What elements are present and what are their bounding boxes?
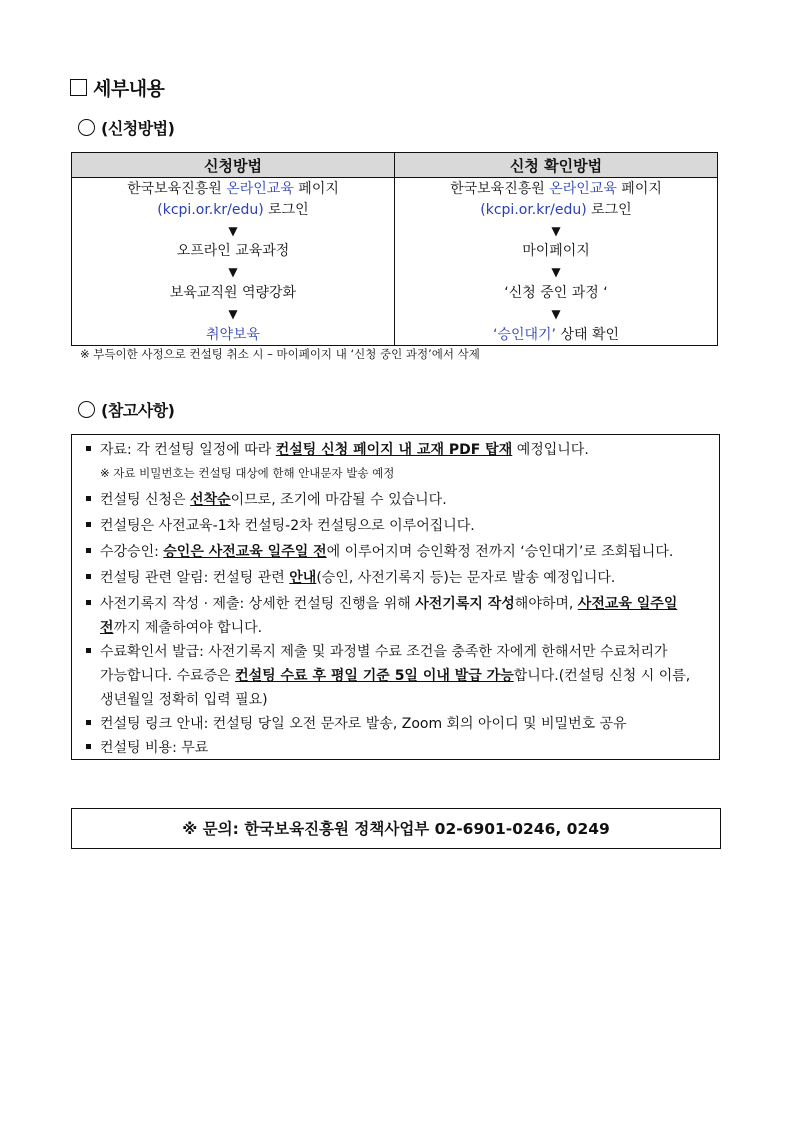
step-vulnerable-care: 취약보육 (205, 326, 261, 343)
bullet-icon (86, 446, 91, 451)
circle-bullet-icon (78, 119, 95, 136)
header-check-method: 신청 확인방법 (395, 153, 718, 178)
bullet-icon (86, 574, 91, 579)
checkbox-square-icon (70, 79, 87, 96)
section-title: 세부내용 (70, 74, 164, 101)
step-mypage: 마이페이지 (522, 243, 590, 260)
ref-item-cost: 컨설팅 비용: 무료 (100, 740, 209, 756)
arrow-down-icon: ▼ (228, 223, 238, 238)
circle-bullet-icon (78, 401, 95, 418)
arrow-down-icon: ▼ (228, 265, 238, 280)
ref-item-first-come: 컨설팅 신청은 선착순이므로, 조기에 마감될 수 있습니다. (100, 492, 447, 508)
ref-item-schedule: 컨설팅은 사전교육-1차 컨설팅-2차 컨설팅으로 이루어집니다. (100, 518, 475, 534)
bullet-icon (86, 600, 91, 605)
cancellation-note: ※ 부득이한 사정으로 컨설팅 취소 시 – 마이페이지 내 ‘신청 중인 과정’에서 삭제 (80, 347, 480, 361)
step-offline-course: 오프라인 교육과정 (176, 243, 290, 260)
subsection-apply-title: (신청방법) (78, 116, 174, 139)
arrow-down-icon: ▼ (551, 265, 561, 280)
ref-item-certificate: 수료확인서 발급: 사전기록지 제출 및 과정별 수료 조건을 충족한 자에게 한해서만 수료처리가 (100, 644, 668, 660)
bullet-icon (86, 548, 91, 553)
header-apply-method: 신청방법 (72, 153, 395, 178)
application-method-table (71, 152, 718, 346)
contact-box: ※ 문의: 한국보육진흥원 정책사업부 02-6901-0246, 0249 (71, 808, 721, 849)
reference-box (71, 434, 720, 760)
step-login-url: (kcpi.or.kr/edu) 로그인 (157, 201, 309, 218)
online-edu-link[interactable]: 온라인교육 (226, 181, 294, 197)
ref-item-pre-record-cont: 전까지 제출하여야 합니다. (100, 620, 263, 636)
ref-item-link: 컨설팅 링크 안내: 컨설팅 당일 오전 문자로 발송, Zoom 회의 아이디 및 비밀번호 공유 (100, 716, 627, 732)
step-login-url: (kcpi.or.kr/edu) 로그인 (480, 201, 632, 218)
ref-item-certificate-cont: 가능합니다. 수료증은 컨설팅 수료 후 평일 기준 5일 이내 발급 가능합니다.(컨설팅 신청 시 이름, (100, 668, 691, 684)
arrow-down-icon: ▼ (551, 223, 561, 238)
step-login-page: 한국보육진흥원 온라인교육 페이지 (450, 181, 662, 197)
step-login-page: 한국보육진흥원 온라인교육 페이지 (127, 181, 339, 197)
ref-item-approval: 수강승인: 승인은 사전교육 일주일 전에 이루어지며 승인확정 전까지 ‘승인대기’로 조회됩니다. (100, 544, 674, 560)
bullet-icon (86, 522, 91, 527)
bullet-icon (86, 648, 91, 653)
ref-item-materials: 자료: 각 컨설팅 일정에 따라 컨설팅 신청 페이지 내 교재 PDF 탑재 예정입니다. (100, 442, 589, 458)
arrow-down-icon: ▼ (551, 306, 561, 321)
step-staff-capacity: 보육교직원 역량강화 (169, 284, 297, 301)
online-edu-link[interactable]: 온라인교육 (549, 181, 617, 197)
step-in-progress-course: ‘신청 중인 과정 ‘ (504, 284, 608, 301)
kcpi-url-link[interactable]: (kcpi.or.kr/edu) (480, 201, 587, 218)
bullet-icon (86, 720, 91, 725)
bullet-icon (86, 744, 91, 749)
bullet-icon (86, 496, 91, 501)
apply-steps-cell (72, 178, 395, 346)
check-steps-cell (395, 178, 718, 346)
ref-item-pre-record: 사전기록지 작성 · 제출: 상세한 컨설팅 진행을 위해 사전기록지 작성해야하며, 사전교육 일주일 (100, 596, 678, 612)
ref-item-notification: 컨설팅 관련 알림: 컨설팅 관련 안내(승인, 사전기록지 등)는 문자로 발송 예정입니다. (100, 570, 616, 586)
ref-item-certificate-cont2: 생년월일 정확히 입력 필요) (100, 692, 268, 708)
step-approval-status: ‘승인대기’ 상태 확인 (493, 326, 619, 343)
arrow-down-icon: ▼ (228, 306, 238, 321)
subsection-reference-title: (참고사항) (78, 398, 174, 421)
ref-subnote-password: ※ 자료 비밀번호는 컨설팅 대상에 한해 안내문자 발송 예정 (100, 466, 395, 480)
kcpi-url-link[interactable]: (kcpi.or.kr/edu) (157, 201, 264, 218)
